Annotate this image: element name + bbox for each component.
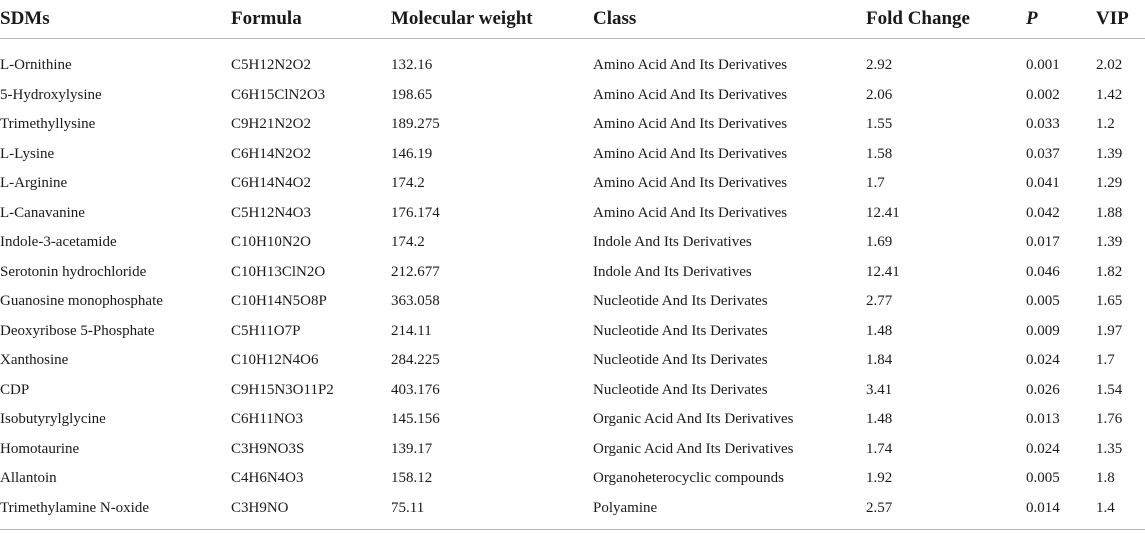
cell-sdm: Trimethyllysine [0,116,96,133]
cell-molecular-weight: 284.225 [391,352,440,369]
cell-sdm: Guanosine monophosphate [0,293,163,310]
cell-formula: C3H9NO [231,499,289,516]
cell-fold-change: 1.55 [866,116,893,133]
header-formula: Formula [231,8,302,29]
cell-molecular-weight: 145.156 [391,411,440,428]
cell-fold-change: 1.48 [866,322,893,339]
header-p: P [1026,8,1038,29]
cell-class: Amino Acid And Its Derivatives [593,57,788,74]
table-row [0,39,1145,81]
cell-formula: C6H15ClN2O3 [231,86,326,103]
cell-formula: C5H12N4O3 [231,204,312,221]
cell-vip: 1.82 [1096,263,1123,280]
table-row [0,494,1145,530]
cell-p: 0.005 [1026,470,1060,487]
table-row [0,287,1145,317]
cell-molecular-weight: 189.275 [391,116,440,133]
cell-vip: 1.88 [1096,204,1123,221]
cell-fold-change: 1.74 [866,440,893,457]
cell-molecular-weight: 174.2 [391,175,425,192]
table-row [0,317,1145,347]
cell-sdm: L-Arginine [0,175,68,192]
cell-vip: 1.35 [1096,440,1123,457]
cell-sdm: Homotaurine [0,440,80,457]
table-row [0,81,1145,111]
cell-formula: C6H14N2O2 [231,145,312,162]
cell-class: Nucleotide And Its Derivates [593,322,768,339]
header-molecular-weight: Molecular weight [391,8,533,29]
cell-formula: C10H13ClN2O [231,263,326,280]
cell-formula: C5H11O7P [231,322,301,339]
header-row [0,0,1145,39]
cell-vip: 1.2 [1096,116,1115,133]
cell-class: Organoheterocyclic compounds [593,470,784,487]
cell-formula: C9H15N3O11P2 [231,381,334,398]
cell-p: 0.041 [1026,175,1060,192]
cell-molecular-weight: 75.11 [391,499,425,516]
header-vip: VIP [1096,8,1129,29]
cell-p: 0.042 [1026,204,1060,221]
cell-fold-change: 1.7 [866,175,885,192]
cell-p: 0.005 [1026,293,1060,310]
cell-formula: C6H11NO3 [231,411,303,428]
cell-sdm: Isobutyrylglycine [0,411,106,428]
cell-vip: 1.42 [1096,86,1123,103]
cell-vip: 1.8 [1096,470,1115,487]
cell-formula: C6H14N4O2 [231,175,312,192]
cell-sdm: Xanthosine [0,352,69,369]
cell-fold-change: 2.77 [866,293,893,310]
header-fold-change: Fold Change [866,8,970,29]
table-row [0,169,1145,199]
cell-formula: C4H6N4O3 [231,470,304,487]
table-body [0,39,1145,530]
cell-p: 0.037 [1026,145,1060,162]
table-row [0,405,1145,435]
cell-formula: C5H12N2O2 [231,57,312,74]
cell-p: 0.024 [1026,352,1060,369]
cell-class: Amino Acid And Its Derivatives [593,204,788,221]
cell-molecular-weight: 132.16 [391,57,433,74]
cell-sdm: L-Ornithine [0,57,72,74]
table-row [0,228,1145,258]
cell-fold-change: 1.48 [866,411,893,428]
cell-class: Indole And Its Derivatives [593,263,752,280]
cell-formula: C10H10N2O [231,234,312,251]
cell-sdm: Allantoin [0,470,57,487]
cell-formula: C10H12N4O6 [231,352,319,369]
cell-sdm: Serotonin hydrochloride [0,263,147,280]
cell-vip: 1.39 [1096,234,1123,251]
cell-molecular-weight: 158.12 [391,470,433,487]
cell-p: 0.046 [1026,263,1060,280]
cell-fold-change: 2.92 [866,57,893,74]
cell-vip: 1.97 [1096,322,1123,339]
cell-molecular-weight: 214.11 [391,322,432,339]
cell-molecular-weight: 363.058 [391,293,440,310]
table-row [0,346,1145,376]
cell-vip: 1.29 [1096,175,1123,192]
header-sdms: SDMs [0,8,50,29]
cell-p: 0.002 [1026,86,1060,103]
cell-sdm: CDP [0,381,30,398]
cell-vip: 1.39 [1096,145,1123,162]
cell-fold-change: 3.41 [866,381,893,398]
cell-vip: 1.76 [1096,411,1123,428]
table-row [0,258,1145,288]
cell-p: 0.014 [1026,499,1060,516]
cell-sdm: Indole-3-acetamide [0,234,117,251]
cell-class: Polyamine [593,499,658,516]
cell-fold-change: 1.58 [866,145,893,162]
cell-vip: 1.54 [1096,381,1123,398]
cell-class: Indole And Its Derivatives [593,234,752,251]
cell-molecular-weight: 139.17 [391,440,433,457]
table-row [0,199,1145,229]
cell-class: Amino Acid And Its Derivatives [593,116,788,133]
cell-formula: C9H21N2O2 [231,116,312,133]
cell-class: Amino Acid And Its Derivatives [593,175,788,192]
cell-class: Nucleotide And Its Derivates [593,381,768,398]
cell-p: 0.013 [1026,411,1060,428]
cell-vip: 1.65 [1096,293,1123,310]
table-row [0,435,1145,465]
cell-class: Amino Acid And Its Derivatives [593,145,788,162]
cell-molecular-weight: 403.176 [391,381,440,398]
cell-fold-change: 1.69 [866,234,893,251]
cell-fold-change: 2.06 [866,86,893,103]
cell-p: 0.033 [1026,116,1060,133]
cell-sdm: L-Lysine [0,145,55,162]
table-row [0,464,1145,494]
cell-p: 0.001 [1026,57,1060,74]
cell-vip: 2.02 [1096,57,1123,74]
cell-vip: 1.7 [1096,352,1115,369]
cell-class: Organic Acid And Its Derivatives [593,440,794,457]
cell-molecular-weight: 198.65 [391,86,433,103]
table-row [0,110,1145,140]
cell-molecular-weight: 174.2 [391,234,425,251]
cell-class: Nucleotide And Its Derivates [593,352,768,369]
cell-formula: C10H14N5O8P [231,293,327,310]
cell-class: Organic Acid And Its Derivatives [593,411,794,428]
cell-formula: C3H9NO3S [231,440,305,457]
cell-sdm: Trimethylamine N-oxide [0,499,150,516]
table-row [0,140,1145,170]
cell-molecular-weight: 212.677 [391,263,440,280]
header-class: Class [593,8,637,29]
cell-vip: 1.4 [1096,499,1115,516]
cell-molecular-weight: 146.19 [391,145,433,162]
cell-molecular-weight: 176.174 [391,204,440,221]
cell-p: 0.009 [1026,322,1060,339]
cell-fold-change: 12.41 [866,263,900,280]
cell-p: 0.017 [1026,234,1060,251]
cell-fold-change: 1.92 [866,470,893,487]
cell-fold-change: 12.41 [866,204,900,221]
cell-class: Nucleotide And Its Derivates [593,293,768,310]
cell-p: 0.024 [1026,440,1060,457]
cell-fold-change: 2.57 [866,499,893,516]
cell-sdm: 5-Hydroxylysine [0,86,102,103]
table-header [0,0,1145,39]
cell-fold-change: 1.84 [866,352,893,369]
cell-sdm: L-Canavanine [0,204,85,221]
cell-p: 0.026 [1026,381,1060,398]
table-row [0,376,1145,406]
cell-class: Amino Acid And Its Derivatives [593,86,788,103]
cell-sdm: Deoxyribose 5-Phosphate [0,322,155,339]
